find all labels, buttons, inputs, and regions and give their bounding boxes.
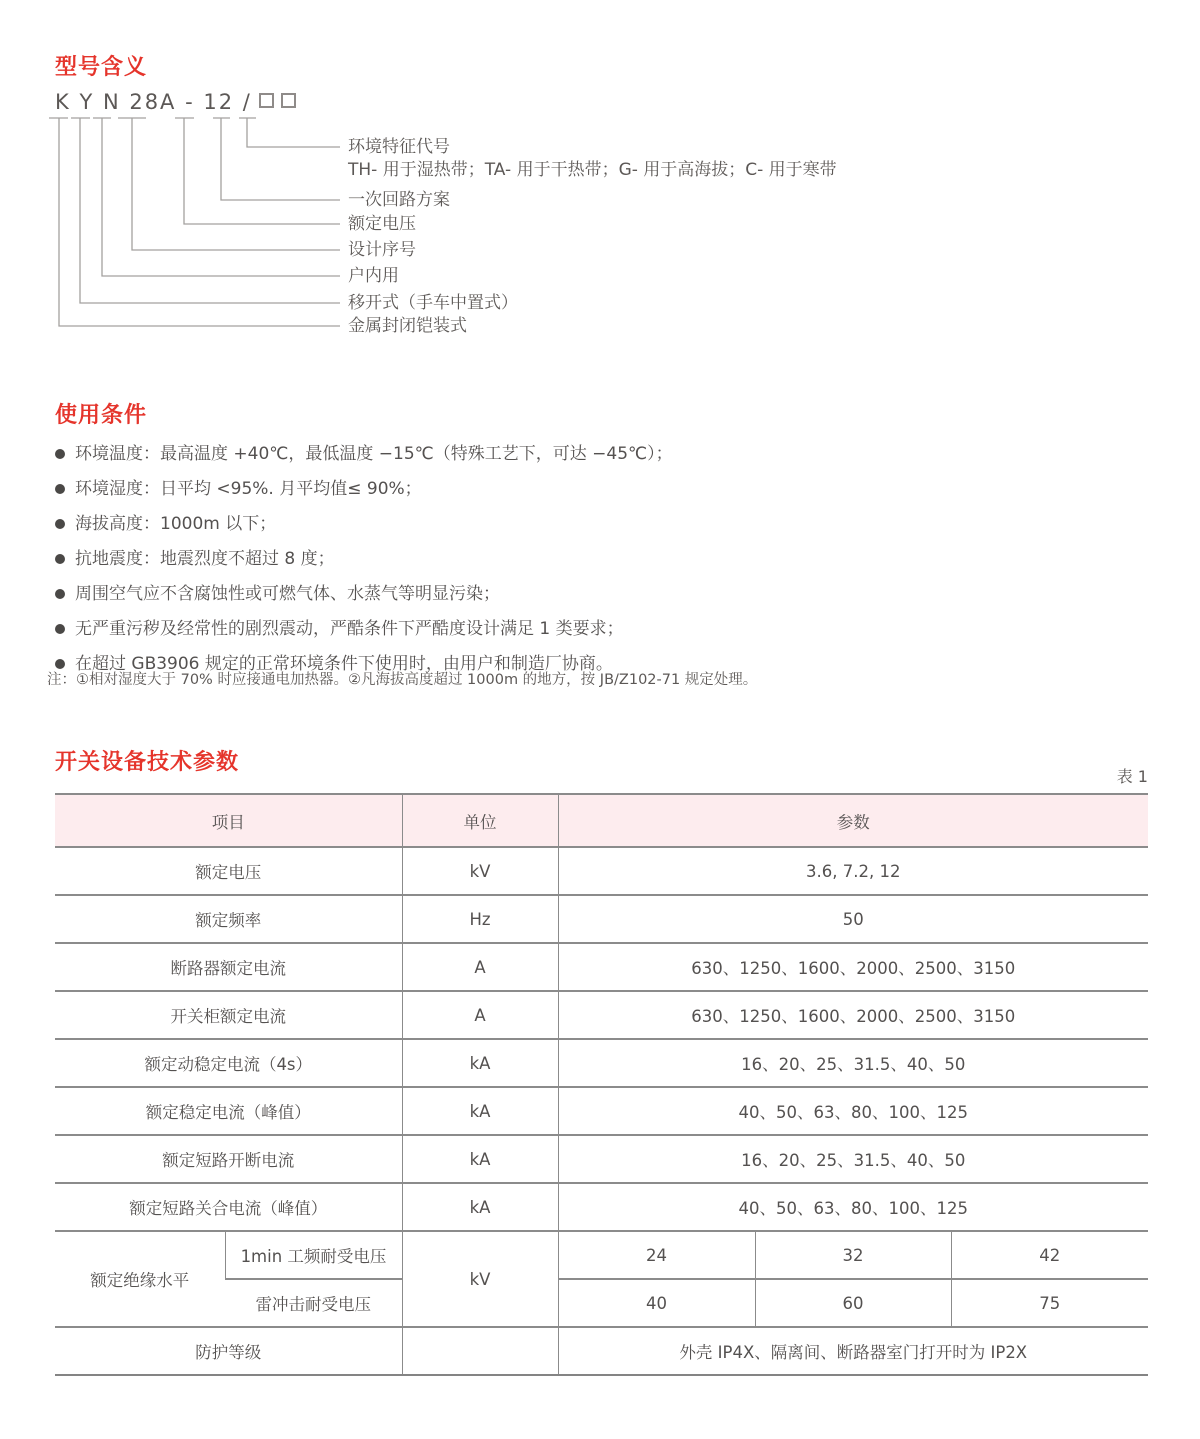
table-row	[55, 1087, 1148, 1135]
table-row	[55, 1135, 1148, 1183]
row-unit	[402, 1327, 558, 1375]
row-unit: kA	[402, 1087, 558, 1135]
model-label-metal-clad: 金属封闭铠装式	[348, 316, 467, 336]
model-label-env-code: 环境特征代号	[348, 137, 450, 157]
table-row	[55, 847, 1148, 895]
row-item: 额定动稳定电流（4s）	[55, 1039, 402, 1087]
table-caption: 表 1	[1116, 767, 1148, 786]
row-unit: A	[402, 943, 558, 991]
model-connector-lines	[40, 90, 900, 355]
row-unit: Hz	[402, 895, 558, 943]
model-label-rated-voltage: 额定电压	[348, 214, 416, 234]
row-unit: kA	[402, 1135, 558, 1183]
list-item	[55, 583, 673, 605]
table-row-protection	[55, 1327, 1148, 1375]
row-value: 75	[951, 1279, 1148, 1327]
condition-text: 环境温度：最高温度 +40℃，最低温度 −15℃（特殊工艺下，可达 −45℃）；	[75, 444, 673, 464]
condition-text: 抗地震度：地震烈度不超过 8 度；	[75, 549, 335, 569]
row-item: 断路器额定电流	[55, 943, 402, 991]
list-item	[55, 548, 673, 570]
table-row	[55, 943, 1148, 991]
bullet-icon	[55, 554, 65, 564]
col-header-item: 项目	[55, 794, 402, 847]
row-value: 外壳 IP4X、隔离间、断路器室门打开时为 IP2X	[558, 1327, 1148, 1375]
row-unit: A	[402, 991, 558, 1039]
row-value: 32	[755, 1231, 951, 1279]
row-item: 额定绝缘水平	[55, 1231, 225, 1327]
row-unit: kV	[402, 847, 558, 895]
section-title-model: 型号含义	[55, 55, 148, 80]
col-header-value: 参数	[558, 794, 1148, 847]
model-label-design-serial: 设计序号	[348, 240, 416, 260]
condition-text: 周围空气应不含腐蚀性或可燃气体、水蒸气等明显污染；	[75, 584, 500, 604]
table-header-row	[55, 794, 1148, 847]
row-value: 40	[558, 1279, 755, 1327]
row-item: 防护等级	[55, 1327, 402, 1375]
row-unit: kV	[402, 1231, 558, 1327]
list-item	[55, 513, 673, 535]
conditions-note: 注：①相对湿度大于 70% 时应接通电加热器。②凡海拔高度超过 1000m 的地方，按 JB/Z102-71 规定处理。	[47, 672, 758, 688]
row-item: 额定电压	[55, 847, 402, 895]
row-unit: kA	[402, 1183, 558, 1231]
list-item	[55, 443, 673, 465]
row-item: 额定频率	[55, 895, 402, 943]
condition-text: 海拔高度：1000m 以下；	[75, 514, 277, 534]
list-item	[55, 478, 673, 500]
model-diagram	[40, 90, 900, 355]
section-title-params: 开关设备技术参数	[55, 750, 240, 775]
section-title-conditions: 使用条件	[55, 403, 148, 428]
row-value: 630、1250、1600、2000、2500、3150	[558, 991, 1148, 1039]
row-value: 40、50、63、80、100、125	[558, 1183, 1148, 1231]
bullet-icon	[55, 589, 65, 599]
list-item	[55, 618, 673, 640]
row-value: 16、20、25、31.5、40、50	[558, 1039, 1148, 1087]
row-value: 3.6, 7.2, 12	[558, 847, 1148, 895]
condition-text: 在超过 GB3906 规定的正常环境条件下使用时，由用户和制造厂协商。	[75, 654, 613, 674]
conditions-list	[55, 443, 673, 688]
table-row	[55, 895, 1148, 943]
row-value: 16、20、25、31.5、40、50	[558, 1135, 1148, 1183]
row-subitem: 1min 工频耐受电压	[225, 1231, 402, 1279]
row-subitem: 雷冲击耐受电压	[225, 1279, 402, 1327]
condition-text: 无严重污秽及经常性的剧烈震动，严酷条件下严酷度设计满足 1 类要求；	[75, 619, 624, 639]
table-row-insulation-1	[55, 1231, 1148, 1279]
bullet-icon	[55, 484, 65, 494]
table-row	[55, 1183, 1148, 1231]
col-header-unit: 单位	[402, 794, 558, 847]
model-label-withdrawable: 移开式（手车中置式）	[348, 293, 518, 313]
bullet-icon	[55, 519, 65, 529]
model-code-text: K Y N 28A - 12 /	[55, 90, 252, 114]
bullet-icon	[55, 624, 65, 634]
table-row	[55, 1039, 1148, 1087]
model-label-env-detail: TH- 用于湿热带；TA- 用于干热带；G- 用于高海拔；C- 用于寒带	[348, 160, 837, 180]
row-item: 额定稳定电流（峰值）	[55, 1087, 402, 1135]
row-item: 开关柜额定电流	[55, 991, 402, 1039]
model-label-primary-scheme: 一次回路方案	[348, 190, 450, 210]
condition-text: 环境湿度：日平均 <95%. 月平均值≤ 90%；	[75, 479, 422, 499]
row-unit: kA	[402, 1039, 558, 1087]
row-value: 40、50、63、80、100、125	[558, 1087, 1148, 1135]
bullet-icon	[55, 449, 65, 459]
model-label-indoor: 户内用	[348, 266, 399, 286]
row-item: 额定短路开断电流	[55, 1135, 402, 1183]
row-value: 42	[951, 1231, 1148, 1279]
row-value: 60	[755, 1279, 951, 1327]
row-value: 630、1250、1600、2000、2500、3150	[558, 943, 1148, 991]
table-row	[55, 991, 1148, 1039]
row-value: 50	[558, 895, 1148, 943]
params-table	[55, 793, 1148, 1376]
row-item: 额定短路关合电流（峰值）	[55, 1183, 402, 1231]
row-value: 24	[558, 1231, 755, 1279]
